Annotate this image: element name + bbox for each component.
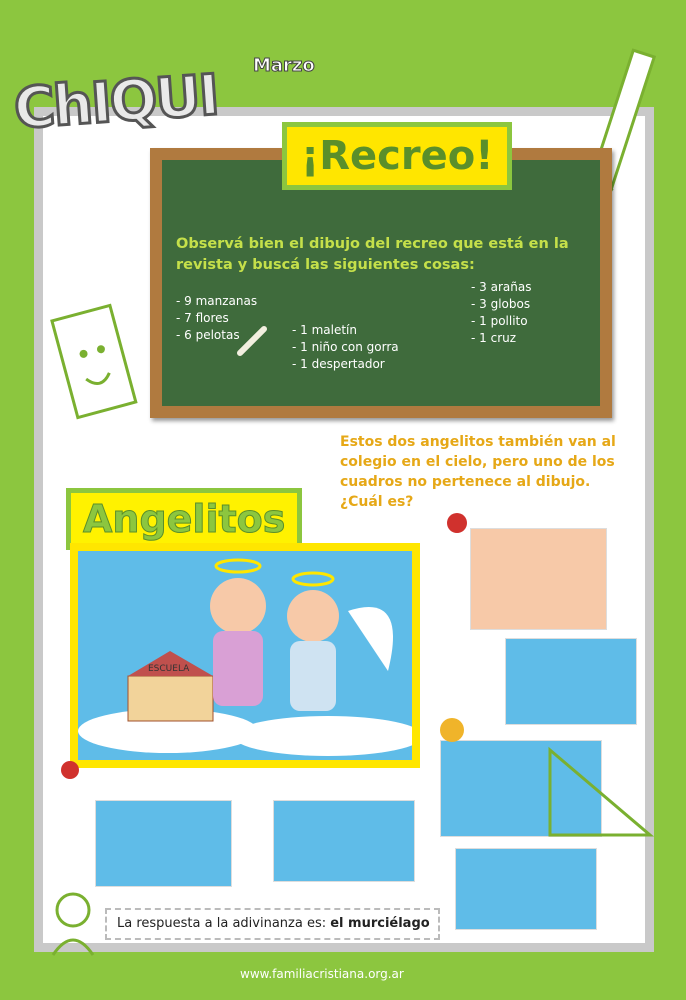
website-url[interactable]: www.familiacristiana.org.ar (240, 967, 404, 981)
recreo-title: ¡Recreo! (282, 122, 512, 190)
recreo-instructions: Observá bien el dibujo del recreo que está en la revista y buscá las siguientes cosas: (176, 236, 569, 273)
list-item: - 7 flores (176, 311, 229, 325)
list-item: - 6 pelotas (176, 328, 240, 342)
list-item: - 1 despertador (292, 357, 385, 371)
pushpin-icon (437, 505, 477, 545)
list-col-1 (176, 293, 257, 344)
pushpin-icon (55, 755, 85, 785)
list-item: - 1 maletín (292, 323, 357, 337)
answer-prefix: La respuesta a la adivinanza es: (117, 916, 331, 931)
angels-picture (70, 543, 420, 768)
list-col-3 (471, 279, 531, 347)
puzzle-piece-4[interactable] (95, 800, 232, 887)
school-sign: ESCUELA (148, 664, 190, 674)
pushpin-icon (432, 712, 472, 752)
chiqui-logo: ChIQUI (11, 62, 220, 143)
list-item: - 1 pollito (471, 314, 528, 328)
list-item: - 9 manzanas (176, 294, 258, 308)
angelitos-question: Estos dos angelitos también van al colegio en el cielo, pero uno de los cuadros no pertenece al dibujo. ¿Cuál es? (340, 434, 616, 510)
puzzle-piece-6[interactable] (455, 848, 597, 930)
list-item: - 3 arañas (471, 280, 532, 294)
puzzle-piece-5[interactable] (273, 800, 415, 882)
answer-value: el murciélago (330, 916, 430, 931)
angelitos-title: Angelitos (66, 488, 302, 550)
month-label: Marzo (253, 55, 315, 76)
ruler-triangle-icon (530, 740, 660, 850)
list-item: - 1 cruz (471, 331, 517, 345)
angels-illustration (78, 551, 412, 760)
list-col-2 (292, 322, 399, 373)
riddle-answer (117, 916, 430, 931)
eraser-icon (45, 290, 155, 440)
puzzle-piece-1[interactable] (470, 528, 607, 630)
puzzle-piece-2[interactable] (505, 638, 637, 725)
kid-thinking-icon (38, 880, 113, 960)
list-item: - 1 niño con gorra (292, 340, 399, 354)
list-item: - 3 globos (471, 297, 531, 311)
